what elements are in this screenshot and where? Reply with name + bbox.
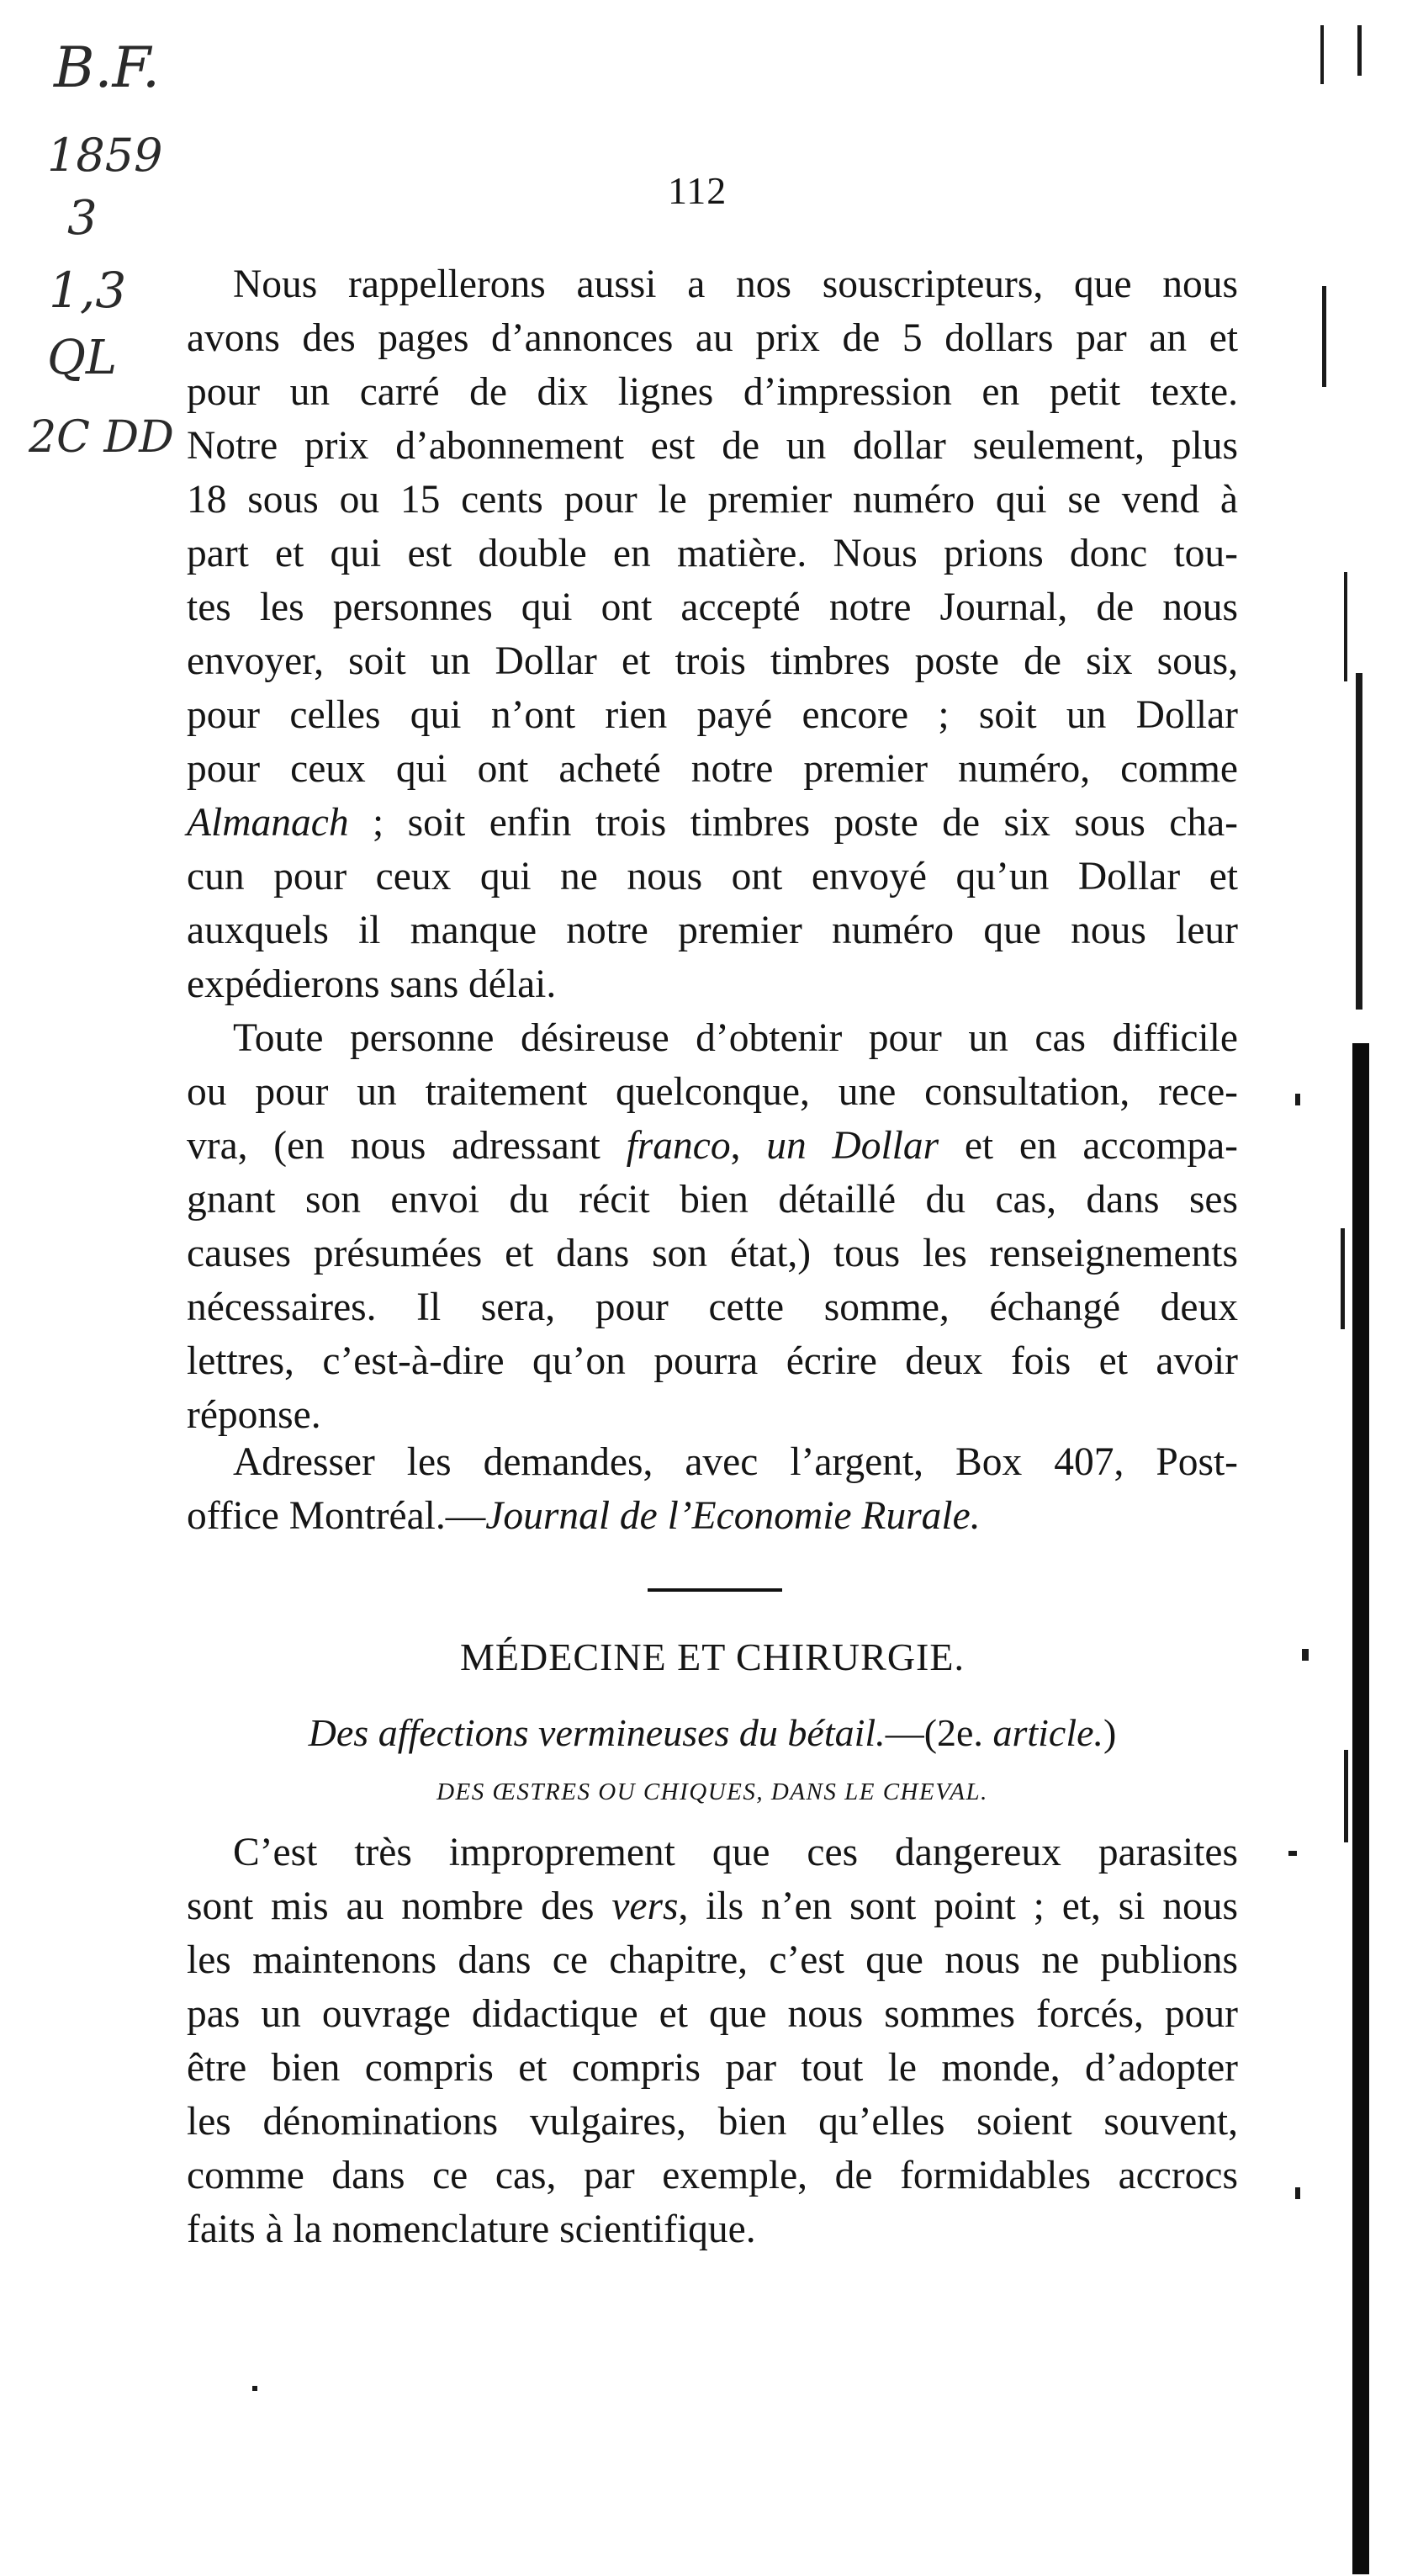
margin-speck	[252, 2386, 257, 2391]
paragraph-consultation	[187, 1011, 1238, 1442]
margin-speck	[1341, 1228, 1345, 1329]
text-line: pour celles qui n’ont rien payé encore ; soit un Dollar	[187, 693, 1238, 737]
margin-speck	[1295, 1094, 1300, 1105]
text-fragment: ; soit enfin trois timbres poste de six sous cha-	[348, 801, 1238, 845]
margin-speck	[1288, 1851, 1297, 1856]
text-fragment: sont mis au nombre des	[187, 1884, 612, 1928]
text-line: causes présumées et dans son état,) tous les renseignements	[187, 1232, 1238, 1275]
margin-speck	[1344, 572, 1347, 681]
margin-note-bf: B.F.	[54, 35, 160, 100]
paragraph-oestres	[187, 1826, 1238, 2256]
margin-speck	[1357, 25, 1362, 76]
text-line: avons des pages d’annonces au prix de 5 dollars par an et	[187, 316, 1238, 360]
article-subtitle: DES ŒSTRES OU CHIQUES, DANS LE CHEVAL.	[436, 1778, 988, 1805]
text-line: part et qui est double en matière. Nous prions donc tou-	[187, 532, 1238, 575]
italic-almanach: Almanach	[187, 801, 349, 845]
paragraph-subscribers	[187, 257, 1238, 1011]
page-number: 112	[668, 169, 727, 212]
section-divider	[648, 1588, 782, 1592]
binding-shadow	[1352, 1043, 1369, 2574]
text-line: Notre prix d’abonnement est de un dollar seulement, plus	[187, 424, 1238, 468]
article-title-close: )	[1103, 1711, 1117, 1754]
margin-speck	[1302, 1649, 1309, 1661]
paragraph-address	[187, 1435, 1238, 1543]
italic-franco: franco	[626, 1124, 731, 1168]
text-line	[187, 1879, 1238, 1933]
text-fragment: et en accompa-	[939, 1124, 1239, 1168]
text-line	[187, 1489, 1238, 1543]
text-line: Toute personne désireuse d’obtenir pour un cas difficile	[233, 1016, 1238, 1060]
italic-un-dollar: un Dollar	[766, 1124, 939, 1168]
text-line	[187, 796, 1238, 850]
text-line: cun pour ceux qui ne nous ont envoyé qu’un Dollar et	[187, 855, 1238, 898]
text-line	[187, 1119, 1238, 1173]
text-line: expédierons sans délai.	[187, 962, 557, 1006]
text-line: comme dans ce cas, par exemple, de formidables accrocs	[187, 2154, 1238, 2197]
text-line: ou pour un traitement quelconque, une consultation, rece-	[187, 1070, 1238, 1114]
text-line: les maintenons dans ce chapitre, c’est que nous ne publions	[187, 1938, 1238, 1982]
text-line: les dénominations vulgaires, bien qu’elles soient souvent,	[187, 2100, 1238, 2144]
text-line: tes les personnes qui ont accepté notre Journal, de nous	[187, 586, 1238, 629]
margin-note-number: 3	[67, 191, 98, 246]
margin-speck	[1295, 2187, 1300, 2199]
text-line: lettres, c’est-à-dire qu’on pourra écrire deux fois et avoir	[187, 1339, 1238, 1383]
text-line: pour ceux qui ont acheté notre premier numéro, comme	[187, 747, 1238, 791]
text-line: faits à la nomenclature scientifique.	[187, 2208, 756, 2251]
margin-note-ql: QL	[47, 331, 118, 385]
text-line: auxquels il manque notre premier numéro que nous leur	[187, 909, 1238, 952]
text-line: C’est très improprement que ces dangereux parasites	[233, 1831, 1238, 1874]
margin-note-code: 2C DD	[29, 412, 174, 463]
text-fragment: ,	[730, 1124, 767, 1168]
margin-note-vol: 1,3	[49, 262, 127, 319]
margin-speck	[1320, 25, 1324, 84]
text-fragment: , ils n’en sont point ; et, si nous	[678, 1884, 1239, 1928]
text-fragment: office Montréal.—	[187, 1494, 486, 1538]
margin-speck	[1322, 286, 1326, 387]
text-line: être bien compris et compris par tout le monde, d’adopter	[187, 2046, 1238, 2090]
text-line: pour un carré de dix lignes d’impression en petit texte.	[187, 370, 1238, 414]
text-line: réponse.	[187, 1393, 321, 1437]
text-line: gnant son envoi du récit bien détaillé du cas, dans ses	[187, 1178, 1238, 1222]
text-line: 18 sous ou 15 cents pour le premier numéro qui se vend à	[187, 478, 1238, 522]
text-line: Nous rappellerons aussi a nos souscripteurs, que nous	[233, 262, 1238, 306]
article-title-dash: —(2e.	[885, 1711, 993, 1754]
text-line: envoyer, soit un Dollar et trois timbres poste de six sous,	[187, 639, 1238, 683]
text-fragment: vra, (en nous adressant	[187, 1124, 627, 1168]
text-line: Adresser les demandes, avec l’argent, Box 407, Post-	[233, 1440, 1238, 1484]
article-title	[187, 1706, 1238, 1760]
italic-journal-title: Journal de l’Economie Rurale.	[485, 1494, 981, 1538]
text-line: nécessaires. Il sera, pour cette somme, échangé deux	[187, 1285, 1238, 1329]
margin-note-year: 1859	[47, 129, 163, 182]
article-title-italic-2: article.	[992, 1711, 1104, 1754]
text-line: pas un ouvrage didactique et que nous sommes forcés, pour	[187, 1992, 1238, 2036]
article-title-italic: Des affections vermineuses du bétail.	[308, 1711, 886, 1754]
italic-vers: vers	[611, 1884, 679, 1928]
section-title: MÉDECINE ET CHIRURGIE.	[460, 1635, 965, 1678]
margin-speck	[1356, 673, 1362, 1010]
margin-speck	[1344, 1750, 1348, 1842]
